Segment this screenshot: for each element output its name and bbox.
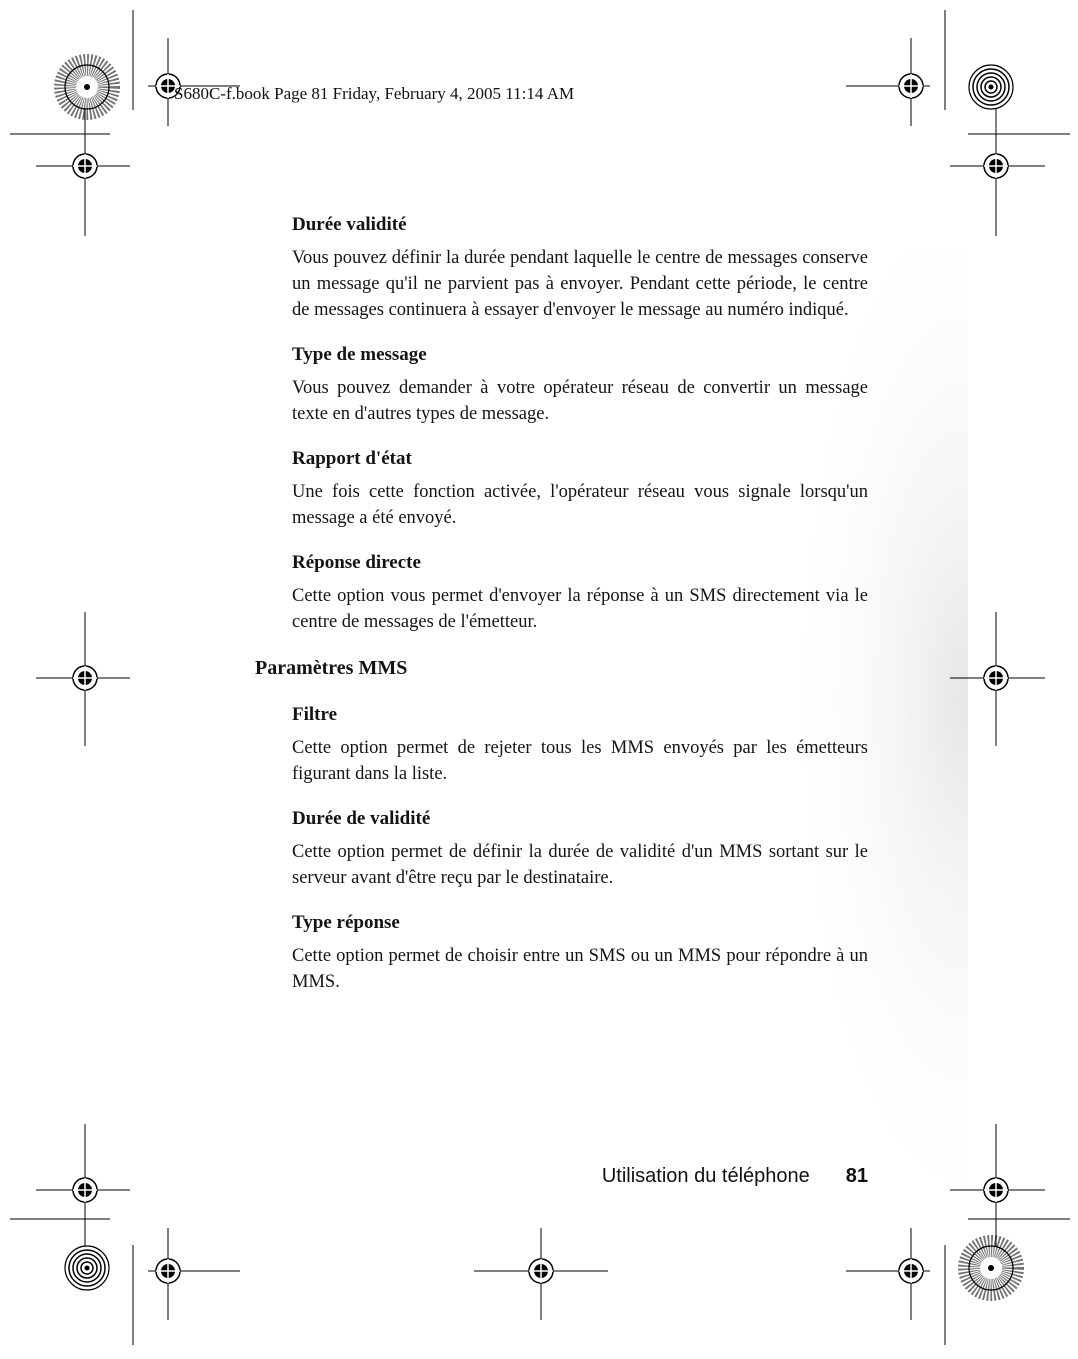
item-text: Une fois cette fonction activée, l'opérateur réseau vous signale lorsqu'un message a été envoyé. bbox=[292, 482, 868, 528]
main-content bbox=[255, 213, 868, 1015]
item-heading: Durée de validité bbox=[292, 808, 431, 829]
file-info-header: S680C-f.book Page 81 Friday, February 4, 2005 11:14 AM bbox=[174, 84, 575, 103]
mms-settings-items bbox=[292, 703, 868, 995]
item-heading: Type de message bbox=[292, 344, 427, 365]
item-heading: Rapport d'état bbox=[292, 448, 412, 469]
item-text: Cette option vous permet d'envoyer la réponse à un SMS directement via le centre de messages de l'émetteur. bbox=[292, 586, 868, 632]
setting-item bbox=[292, 703, 868, 787]
page-number: 81 bbox=[845, 1165, 868, 1187]
item-text: Cette option permet de rejeter tous les MMS envoyés par les émetteurs figurant dans la liste. bbox=[292, 738, 868, 784]
item-heading: Filtre bbox=[292, 704, 338, 725]
item-text: Cette option permet de définir la durée de validité d'un MMS sortant sur le serveur avant d'être reçu par le destinataire. bbox=[292, 842, 868, 888]
item-text: Vous pouvez définir la durée pendant laquelle le centre de messages conserve un message qu'il ne parvient pas à envoyer. Pendant cette période, le centre de messages continuera à essayer d'envoyer le message au numéro indiqué. bbox=[292, 248, 868, 320]
item-heading: Durée validité bbox=[292, 214, 407, 235]
item-text: Vous pouvez demander à votre opérateur réseau de convertir un message texte en d'autres types de message. bbox=[292, 378, 868, 424]
setting-item bbox=[292, 447, 868, 531]
item-text: Cette option permet de choisir entre un SMS ou un MMS pour répondre à un MMS. bbox=[292, 946, 868, 992]
setting-item bbox=[292, 911, 868, 995]
item-heading: Type réponse bbox=[292, 912, 400, 933]
setting-item bbox=[292, 343, 868, 427]
page-footer bbox=[602, 1165, 868, 1188]
item-heading: Réponse directe bbox=[292, 552, 421, 573]
setting-item bbox=[292, 807, 868, 891]
sms-settings-items bbox=[292, 213, 868, 635]
mms-settings-heading: Paramètres MMS bbox=[255, 657, 408, 679]
setting-item bbox=[292, 551, 868, 635]
setting-item bbox=[292, 213, 868, 323]
chapter-title: Utilisation du téléphone bbox=[601, 1165, 810, 1187]
